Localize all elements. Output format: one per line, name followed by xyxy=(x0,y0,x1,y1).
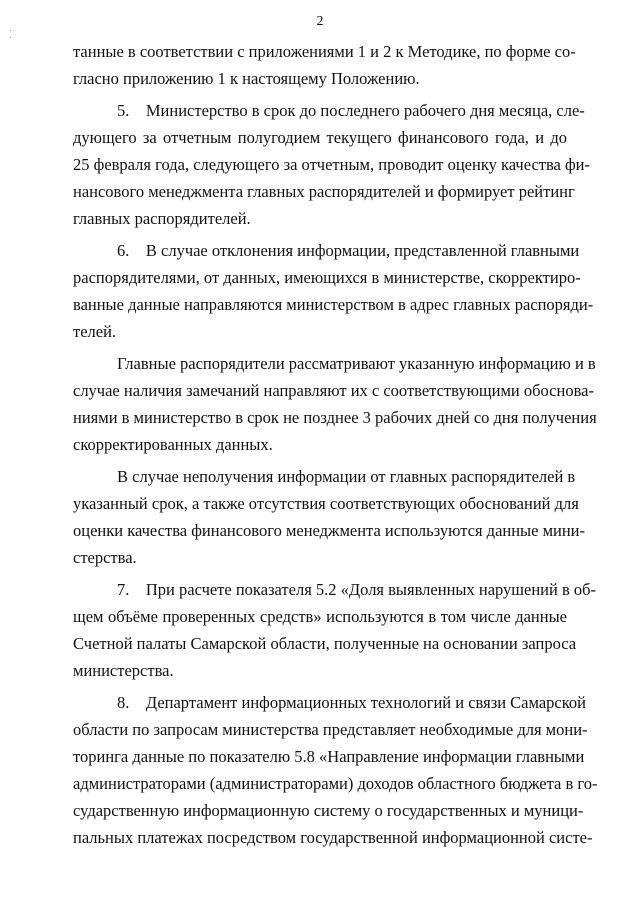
text-line: ниями в министерство в срок не позднее 3 рабочих дней со дня получения xyxy=(73,408,597,427)
text-line: указанный срок, а также отсутствия соответствующих обоснований для xyxy=(73,494,579,513)
text-line: нансового менеджмента главных распорядителей и формирует рейтинг xyxy=(73,182,575,201)
paragraph-continued xyxy=(73,38,576,92)
paragraph-item-7 xyxy=(73,576,596,684)
scan-dot xyxy=(10,37,11,38)
paragraph-item-8 xyxy=(73,689,598,851)
text-line: В случае неполучения информации от главных распорядителей в xyxy=(117,467,576,486)
text-line: 25 февраля года, следующего за отчетным, проводит оценку качества фи- xyxy=(73,155,591,174)
text-line: 8. Департамент информационных технологий и связи Самарской xyxy=(117,693,586,712)
text-line: случае наличия замечаний направляют их с соответствующими обоснова- xyxy=(73,381,594,400)
text-line: ванные данные направляются министерством в адрес главных распоряди- xyxy=(73,295,594,314)
text-line: сударственную информационную систему о государственных и муници- xyxy=(73,801,584,820)
text-line: танные в соответствии с приложениями 1 и 2 к Методике, по форме со- xyxy=(73,42,576,61)
text-line: щем объёме проверенных средств» используются в том числе данные xyxy=(73,607,567,626)
text-line: 5. Министерство в срок до последнего рабочего дня месяца, сле- xyxy=(117,101,585,120)
text-line: 6. В случае отклонения информации, представленной главными xyxy=(117,241,580,260)
text-line: стерства. xyxy=(73,548,137,567)
text-line: торинга данные по показателю 5.8 «Направление информации главными xyxy=(73,747,585,766)
paragraph-item-6-review xyxy=(73,350,597,458)
text-line: области по запросам министерства представляет необходимые для мони- xyxy=(73,720,588,739)
text-line: дующего за отчетным полугодием текущего финансового года, и до xyxy=(73,128,567,147)
text-line: администраторами (администраторами) доходов областного бюджета в го- xyxy=(73,774,598,793)
text-line: скорректированных данных. xyxy=(73,435,273,454)
text-line: 7. При расчете показателя 5.2 «Доля выявленных нарушений в об- xyxy=(117,580,596,599)
text-line: главных распорядителей. xyxy=(73,209,251,228)
paragraph-item-6-fallback xyxy=(73,463,586,571)
text-line: распорядителями, от данных, имеющихся в министерстве, скорректиро- xyxy=(73,268,581,287)
text-line: гласно приложению 1 к настоящему Положению. xyxy=(73,69,420,88)
scan-marks xyxy=(10,30,16,50)
text-line: министерства. xyxy=(73,661,174,680)
text-line: Счетной палаты Самарской области, полученные на основании запроса xyxy=(73,634,577,653)
text-line: пальных платежах посредством государственной информационной систе- xyxy=(73,828,593,847)
text-line: оценки качества финансового менеджмента используются данные мини- xyxy=(73,521,586,540)
paragraph-item-6 xyxy=(73,237,594,345)
document-body xyxy=(73,38,598,851)
page-number: 2 xyxy=(316,14,324,29)
text-line: Главные распорядители рассматривают указанную информацию и в xyxy=(117,354,596,373)
paragraph-item-5 xyxy=(73,97,591,232)
text-line: телей. xyxy=(73,322,117,341)
